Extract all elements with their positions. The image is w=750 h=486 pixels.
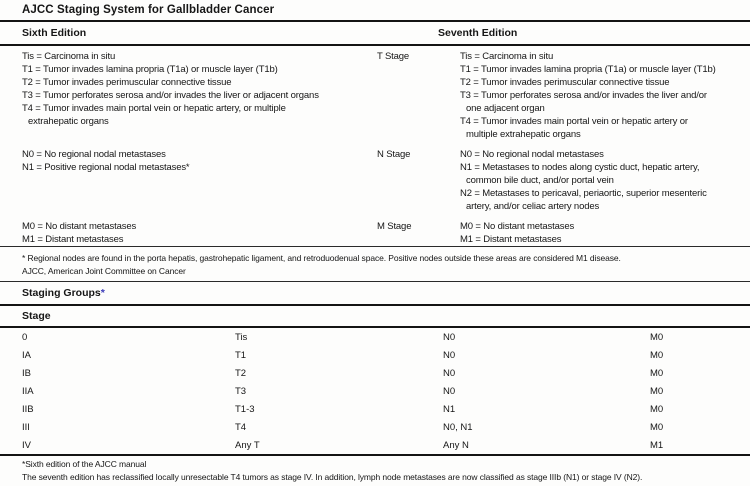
column-header-sixth-edition: Sixth Edition (22, 27, 87, 39)
tnm-line: N1 = Positive regional nodal metastases* (22, 162, 190, 173)
divider-under-edition-headers (0, 44, 750, 46)
staging-cell-m: M0 (650, 385, 664, 397)
tnm-seventh-edition-cell (460, 50, 750, 141)
tnm-line: M1 = Distant metastases (22, 234, 124, 245)
tnm-line: Tis = Carcinoma in situ (460, 51, 554, 62)
staging-cell-stage: IIA (22, 385, 34, 397)
staging-cell-t: Any T (235, 439, 260, 451)
staging-cell-m: M0 (650, 367, 664, 379)
staging-groups-title-asterisk: * (100, 287, 105, 299)
divider-above-tnm-footnotes (0, 246, 750, 247)
staging-table-row (0, 400, 750, 418)
staging-table-row (0, 328, 750, 346)
staging-cell-n: N0 (443, 349, 456, 361)
footnote: The seventh edition has reclassified locally unresectable T4 tumors as stage IV. In addition, lymph node metastases are now classified as stage IIIb (N1) or stage IV (N2). (22, 472, 643, 482)
staging-cell-t: Tis (235, 331, 248, 343)
staging-cell-m: M0 (650, 331, 664, 343)
tnm-line: T3 = Tumor perforates serosa and/or invades the liver or adjacent organs (22, 90, 319, 101)
staging-cell-stage: IA (22, 349, 31, 361)
tnm-line: T4 = Tumor invades main portal vein or hepatic artery, or multiple (22, 103, 286, 114)
staging-cell-stage: IB (22, 367, 31, 379)
staging-table-row (0, 436, 750, 454)
tnm-line: M0 = No distant metastases (460, 221, 575, 232)
staging-cell-m: M0 (650, 421, 664, 433)
tnm-seventh-edition-cell (460, 148, 750, 213)
tnm-line: T1 = Tumor invades lamina propria (T1a) or muscle layer (T1b) (460, 64, 716, 75)
staging-cell-t: T2 (235, 367, 247, 379)
staging-cell-t: T4 (235, 421, 247, 433)
tnm-footnotes (0, 249, 750, 281)
tnm-line: N1 = Metastases to nodes along cystic duct, hepatic artery, (460, 162, 700, 173)
divider-above-staging-groups (0, 281, 750, 282)
tnm-sixth-edition-cell (22, 50, 375, 141)
staging-groups-table (0, 328, 750, 454)
staging-cell-n: N0 (443, 331, 456, 343)
column-header-seventh-edition: Seventh Edition (438, 27, 518, 39)
footnote: * Regional nodes are found in the porta hepatis, gastrohepatic ligament, and retroduodenual space. Positive nodes outside these areas are considered M1 disease. (22, 253, 621, 263)
page-title: AJCC Staging System for Gallbladder Cancer (22, 4, 275, 16)
tnm-line: N0 = No regional nodal metastases (22, 149, 166, 160)
stage-column-header: Stage (22, 310, 51, 322)
tnm-line: one adjacent organ (466, 103, 545, 114)
tnm-line: M0 = No distant metastases (22, 221, 137, 232)
staging-cell-t: T1-3 (235, 403, 255, 415)
tnm-line: multiple extrahepatic organs (466, 129, 581, 140)
tnm-line: T4 = Tumor invades main portal vein or hepatic artery or (460, 116, 688, 127)
staging-cell-m: M0 (650, 403, 664, 415)
tnm-stage-label: T Stage (377, 51, 410, 62)
staging-cell-n: N0, N1 (443, 421, 473, 433)
tnm-line: M1 = Distant metastases (460, 234, 562, 245)
tnm-sixth-edition-cell (22, 148, 375, 213)
tnm-line: N0 = No regional nodal metastases (460, 149, 604, 160)
staging-groups-title-text: Staging Groups (22, 287, 101, 299)
staging-cell-n: Any N (443, 439, 469, 451)
tnm-stage-label: M Stage (377, 221, 412, 232)
tnm-line: common bile duct, and/or portal vein (466, 175, 614, 186)
tnm-line: T1 = Tumor invades lamina propria (T1a) or muscle layer (T1b) (22, 64, 278, 75)
tnm-line: T3 = Tumor perforates serosa and/or invades the liver and/or (460, 90, 707, 101)
staging-cell-t: T1 (235, 349, 247, 361)
staging-table-row (0, 346, 750, 364)
staging-table-row (0, 364, 750, 382)
edition-header-row (0, 22, 750, 44)
tnm-line: artery, and/or celiac artery nodes (466, 201, 600, 212)
staging-cell-stage: IIB (22, 403, 34, 415)
staging-cell-m: M1 (650, 439, 664, 451)
staging-cell-stage: 0 (22, 331, 28, 343)
staging-table-row (0, 382, 750, 400)
tnm-line: T2 = Tumor invades perimuscular connective tissue (22, 77, 232, 88)
tnm-line: extrahepatic organs (28, 116, 109, 127)
staging-groups-title (22, 287, 750, 300)
staging-table-row (0, 418, 750, 436)
tnm-stage-label: N Stage (377, 149, 411, 160)
tnm-line: T2 = Tumor invades perimuscular connective tissue (460, 77, 670, 88)
staging-cell-t: T3 (235, 385, 247, 397)
tnm-line: N2 = Metastases to pericaval, periaortic, superior mesenteric (460, 188, 707, 199)
staging-cell-stage: IV (22, 439, 31, 451)
tnm-comparison-table (0, 50, 750, 246)
staging-footnotes (0, 456, 750, 486)
tnm-seventh-edition-cell (460, 220, 750, 246)
footnote: AJCC, American Joint Committee on Cancer (22, 266, 186, 276)
staging-cell-n: N0 (443, 367, 456, 379)
staging-cell-n: N0 (443, 385, 456, 397)
staging-cell-stage: III (22, 421, 30, 433)
tnm-sixth-edition-cell (22, 220, 375, 246)
staging-cell-n: N1 (443, 403, 456, 415)
footnote: *Sixth edition of the AJCC manual (22, 459, 147, 469)
staging-cell-m: M0 (650, 349, 664, 361)
tnm-line: Tis = Carcinoma in situ (22, 51, 116, 62)
